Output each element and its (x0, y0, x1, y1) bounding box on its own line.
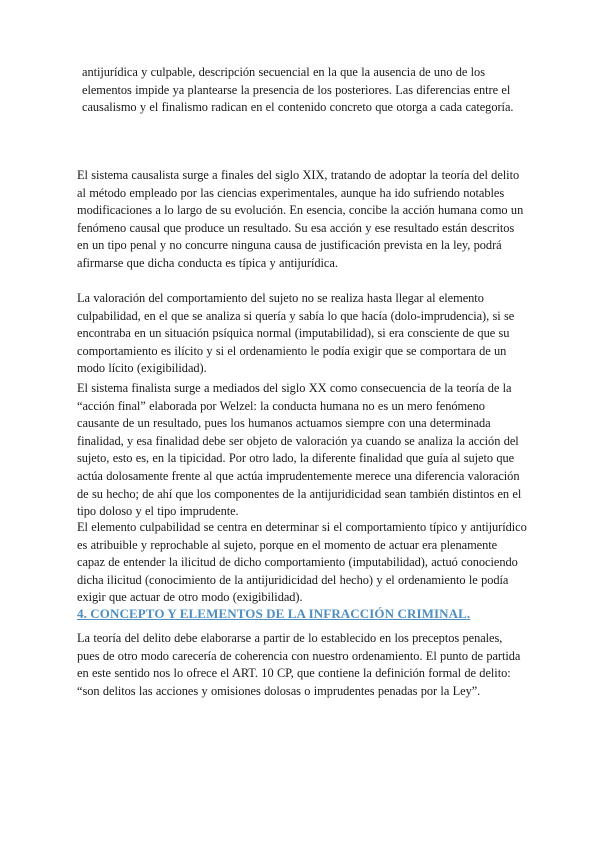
paragraph-finalist-system: El sistema finalista surge a mediados del siglo XX como consecuencia de la teoría de la “acción final” elaborada por Welzel: la conducta humana no es un mero fenómeno causante de un resultado, pues los humanos actuamos siempre con una determinada finalidad, y esa finalidad debe ser objeto de valoración ya cuando se analiza la acción del sujeto, esto es, en la tipicidad. Por otro lado, la diferente finalidad que guía al sujeto que actúa dolosamente frente al que actúa imprudentemente merece una diferencia valoración de su hecho; de ahí que los componentes de la antijuridicidad sean también distintos en el tipo doloso y el tipo imprudente. (77, 381, 522, 519)
intro-paragraph: antijurídica y culpable, descripción secuencial en la que la ausencia de uno de los elementos impide ya plantearse la presencia de los posteriores. Las diferencias entre el causalismo y el finalismo radican en el contenido concreto que otorga a cada categoría. (82, 65, 514, 115)
paragraph-causalist-system: El sistema causalista surge a finales del siglo XIX, tratando de adoptar la teoría del delito al método empleado por las ciencias experimentales, aunque ha ido sufriendo notables modificaciones a lo largo de su evolución. En esencia, concibe la acción humana como un fenómeno causal que produce un resultado. Su esa acción y ese resultado están descritos en un tipo penal y no concurre ninguna causa de justificación prevista en la ley, podrá afirmarse que dicha conducta es típica y antijurídica. (77, 168, 524, 270)
paragraph-crime-theory: La teoría del delito debe elaborarse a partir de lo establecido en los preceptos penales, pues de otro modo carecería de coherencia con nuestro ordenamiento. El punto de partida en este sentido nos lo ofrece el ART. 10 CP, que contiene la definición formal de delito: “son delitos las acciones y omisiones dolosas o imprudentes penadas por la Ley”. (77, 631, 521, 698)
paragraph-culpability: El elemento culpabilidad se centra en determinar si el comportamiento típico y antijurídico es atribuible y reprochable al sujeto, porque en el momento de actuar era plenamente capaz de entender la ilicitud de dicho comportamiento (imputabilidad), actuó conociendo dicha ilicitud (conocimiento de la antijuridicidad del hecho) y el ordenamiento le podía exigir que actuar de otro modo (exigibilidad). (77, 520, 527, 605)
paragraph-behavior-assessment: La valoración del comportamiento del sujeto no se realiza hasta llegar al elemento culpabilidad, en el que se analiza si quería y sabía lo que hacía (dolo-imprudencia), si se encontraba en un situación psíquica normal (imputabilidad), si era consciente de que su comportamiento es ilícito y si el ordenamiento le podía exigir que se comportara de un modo lícito (exigibilidad). (77, 291, 515, 376)
section-heading: 4. CONCEPTO Y ELEMENTOS DE LA INFRACCIÓN CRIMINAL. (77, 606, 471, 621)
